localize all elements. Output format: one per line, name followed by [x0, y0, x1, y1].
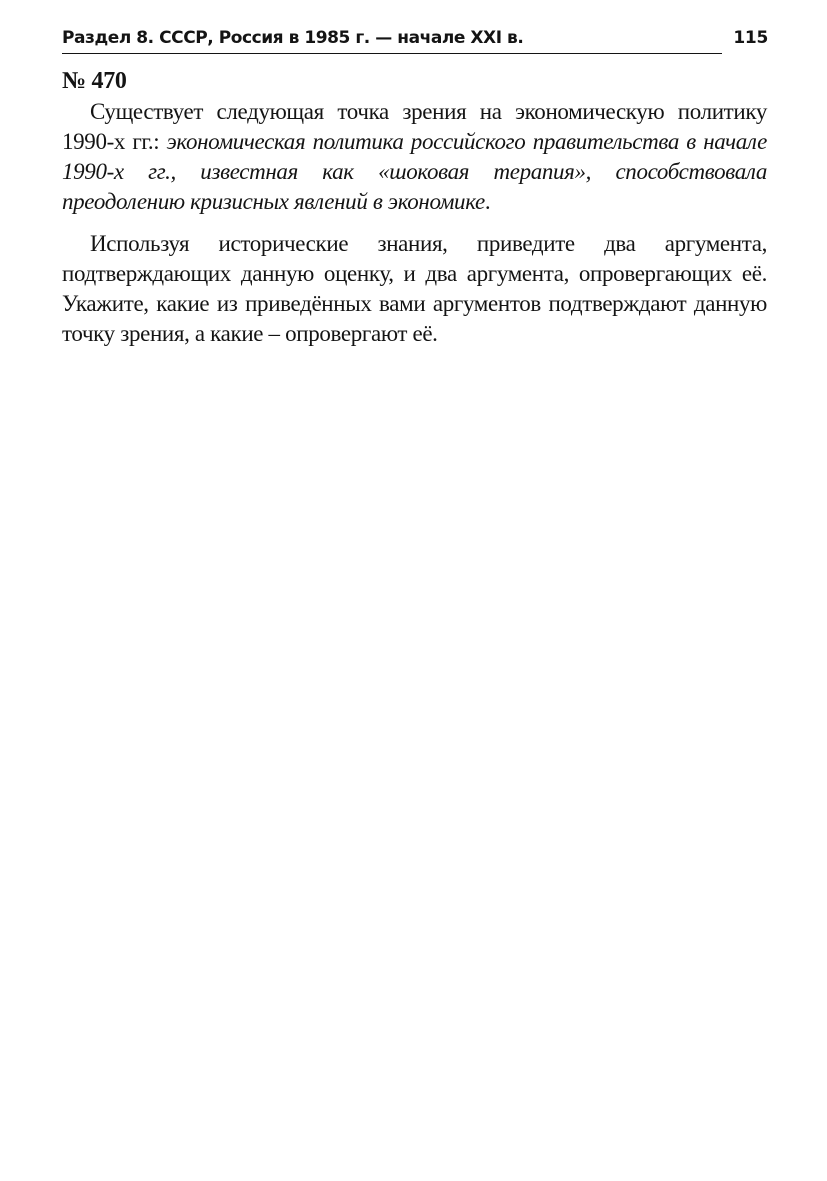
- task-body: [62, 97, 767, 361]
- viewpoint-paragraph: [62, 97, 767, 217]
- running-header: [62, 22, 768, 54]
- header-rule: [62, 53, 722, 54]
- viewpoint-quote: экономическая политика российского правительства в начале 1990-х гг., известная как «шоковая терапия», способствовала преодолению кризисных явлений в экономике: [62, 129, 768, 214]
- viewpoint-lead: Существует следующая точка зрения на экономическую политику 1990-х гг.:: [62, 99, 767, 154]
- viewpoint-end: .: [484, 189, 491, 214]
- page-number: 115: [733, 28, 768, 48]
- task-number: № 470: [62, 68, 127, 94]
- assignment-paragraph: Используя исторические знания, приведите два аргумента, подтверждающих данную оценку, и два аргумента, опровергающих её. Укажите, какие из приведённых вами аргументов подтверждают данную точку зрения, а какие – опровергают её.: [62, 231, 767, 346]
- section-title: Раздел 8. СССР, Россия в 1985 г. — начале XXI в.: [62, 28, 524, 48]
